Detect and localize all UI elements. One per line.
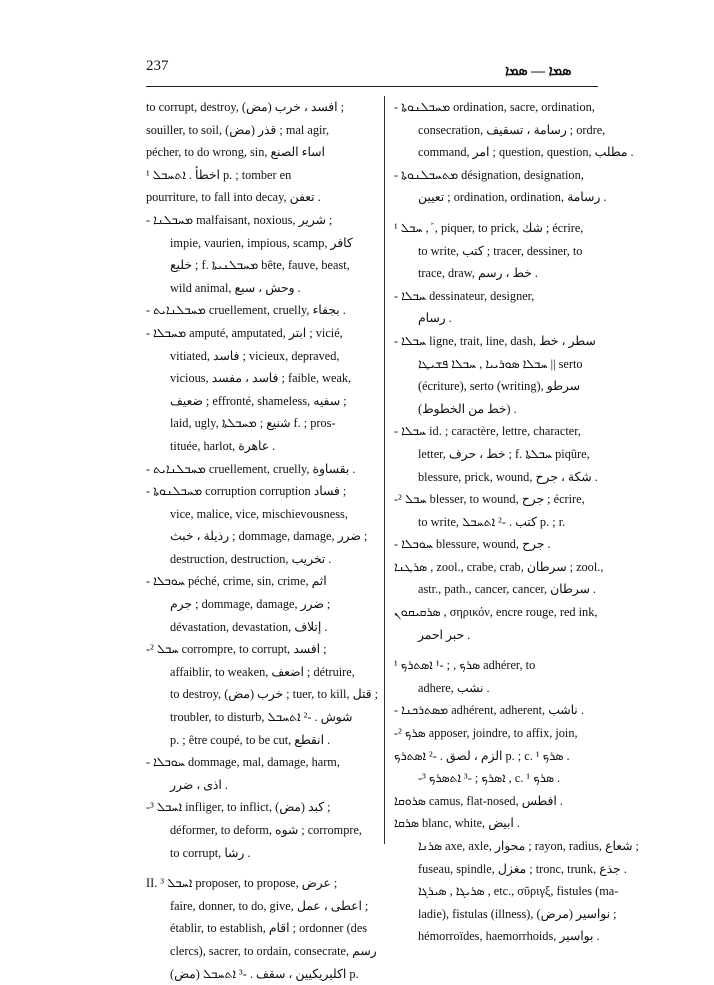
entry-line: - ܚܒܠܐ ligne, trait, line, dash, سطر ، خط [394, 333, 596, 348]
entry-line: ܣܪܝܓܐ , ܣܝܪܓܐ , etc., σῦριγξ, fistules (ma- [418, 884, 619, 899]
section-gap [394, 646, 600, 654]
entry-line: ܣܪܘܩܐ camus, flat-nosed, افطس . [394, 793, 563, 808]
entry-line: affaiblir, to weaken, اضعف ; détruire, [170, 664, 355, 679]
running-head: ܣܡܐ — ܣܡܐ [505, 64, 572, 79]
left-column [146, 96, 379, 985]
entry-line: to write, كتب . -² ܐܬܚܒܠ p. ; r. [418, 514, 566, 529]
entry-line: II. ³ ܐܚܒܠ proposer, to propose, عرض ; [146, 876, 338, 891]
entry-line: - ܡܣܬܪܟܢܐ adhérent, adherent, ناشب . [394, 703, 584, 718]
entry-line: -² ܚܒܠ blesser, to wound, جرح ; écrire, [394, 492, 585, 507]
entry-line: -² ܚܒܠ corrompre, to corrupt, افسد ; [146, 642, 327, 657]
entry-line: vitiated, فاسد ; vicieux, depraved, [170, 348, 340, 363]
entry-line: ܚܒܠܐ ܣܘܪܝܝܐ , ܚܒܠܐ ܦܫܝܛܐ || serto [418, 356, 583, 371]
entry-line: - ܚܒܠܐ id. ; caractère, lettre, character, [394, 424, 581, 439]
entry-line: vicious, فاسد ، مفسد ; faible, weak, [170, 371, 352, 386]
header-rule [146, 86, 598, 87]
entry-line: - ܚܒܠܐ dessinateur, designer, [394, 288, 535, 303]
entry-line: to write, كتب ; tracer, dessiner, to [418, 243, 583, 258]
entry-line: - ܡܚܒܠܢܘܬܐ ordination, sacre, ordination, [394, 100, 595, 114]
entry-line: - ܚܘܒܠܐ péché, crime, sin, crime, اثم [146, 574, 327, 589]
entry-line: اذى ، ضرر . [170, 777, 228, 792]
entry-line: déformer, to deform, شوه ; corrompre, [170, 823, 362, 837]
entry-line: -² ܣܪܟ apposer, joindre, to affix, join, [394, 726, 578, 741]
entry-line: pourriture, to fall into decay, تعفن . [146, 190, 321, 205]
entry-line: destruction, destruction, تخريب . [170, 551, 332, 566]
entry-line: (écriture), serto (writing), سرطو [418, 379, 580, 394]
entry-line: ¹ ܣܪܟ , ; -¹ ܐܣܬܪܟ adhérer, to [394, 658, 536, 673]
entry-line: dévastation, devastation, إتلاف . [170, 619, 328, 634]
entry-line: laid, ugly, شنيع ; ܡܚܒܠܬܐ f. ; pros- [170, 416, 336, 431]
entry-line: - ܡܬܚܒܠܢܘܬܐ désignation, designation, [394, 167, 584, 182]
entry-line: p. ; être coupé, to be cut, انقطع . [170, 732, 331, 747]
entry-line: (مض) اكليريكيين ، سقف . -³ ܐܬܚܒܠ p. [170, 966, 359, 981]
entry-line: ܣܪܢܐ axe, axle, محوار ; rayon, radius, شعاع ; [418, 839, 639, 853]
entry-line: impie, vaurien, impious, scamp, كافر [170, 235, 353, 250]
entry-line: -³ ܐܣܪܟ ; -³ ܐܬܣܪܟ , c. ¹ ܣܪܟ . [418, 771, 561, 786]
column-divider [384, 96, 385, 844]
entry-line: wild animal, وحش ، سبع . [170, 280, 301, 295]
entry-line: trace, draw, خط ، رسم . [418, 266, 538, 281]
entry-line: ¹ ܚܒܠ , ܰ , piquer, to prick, شك ; écrire, [394, 220, 584, 235]
entry-line: tituée, harlot, عاهرة . [170, 438, 276, 453]
entry-line: blessure, prick, wound, شكة ، جرح . [418, 469, 598, 484]
entry-line: letter, خط ، حرف ; f. ܚܒܠܬܐ piqûre, [418, 446, 590, 461]
entry-line: vice, malice, vice, mischievousness, [170, 506, 348, 521]
entry-line: تعيين ; ordination, ordination, رسامة . [418, 190, 607, 205]
entry-line: fuseau, spindle, مغزل ; tronc, trunk, جذع . [418, 861, 627, 876]
entry-line: - ܡܚܒܠܢܐܝܬ cruellement, cruelly, بجفاء . [146, 303, 346, 318]
entry-line: souiller, to soil, (مض) قذر ; mal agir, [146, 122, 330, 137]
entry-line: حبر احمر . [418, 627, 471, 642]
entry-line: اخطأ . ܐܬܚܒܠ ¹ p. ; tomber en [146, 167, 292, 182]
entry-line: الزم ، لصق . -² ܐܣܬܪܟ p. ; c. ¹ ܣܪܟ . [394, 748, 570, 763]
entry-line: troubler, to disturb, شوش . -² ܐܬܚܒܠ [170, 710, 353, 725]
entry-line: - ܡܚܒܠܢܐܝܬ cruellement, cruelly, بقساوة . [146, 461, 356, 476]
entry-line: - ܡܚܒܠܢܐ malfaisant, noxious, شرير ; [146, 212, 333, 227]
entry-line: ܣܪܛܢܐ , zool., crabe, crab, سرطان ; zool., [394, 559, 604, 574]
section-gap [394, 209, 600, 217]
entry-line: astr., path., cancer, cancer, سرطان . [418, 582, 596, 597]
entry-line: to corrupt, destroy, (مض) افسد ، خرب ; [146, 100, 345, 114]
entry-line: consecration, رسامة ، تسقيف ; ordre, [418, 122, 606, 137]
entry-line: (خط من الخطوط) . [418, 401, 517, 416]
entry-line: command, امر ; question, question, مطلب . [418, 145, 634, 160]
entry-line: رذيلة ، خبث ; dommage, damage, ضرر ; [170, 529, 368, 544]
entry-line: رسام . [418, 311, 452, 326]
entry-line: ܣܪܩܝܩܘܢ , σηρικόν, encre rouge, red ink, [394, 605, 598, 620]
entry-line: hémorroïdes, haemorrhoids, بواسير . [418, 929, 600, 944]
entry-line: adhere, نشب . [418, 680, 490, 695]
entry-line: to corrupt, رشا . [170, 845, 251, 860]
entry-line: - ܚܘܒܠܐ blessure, wound, جرح . [394, 537, 551, 552]
right-column [394, 96, 639, 948]
section-gap [146, 864, 374, 872]
entry-line: établir, to establish, اقام ; ordonner (des [170, 921, 368, 936]
entry-line: faire, donner, to do, give, اعطى ، عمل ; [170, 898, 369, 913]
entry-line: pécher, to do wrong, sin, اساء الصنع [146, 145, 325, 160]
entry-line: -³ ܐܚܒܠ infliger, to inflict, (مض) كبد ; [146, 800, 331, 815]
entry-line: خليع ; f. ܡܚܒܠܢܝܬܐ bête, fauve, beast, [170, 258, 350, 273]
page-number: 237 [146, 58, 169, 74]
entry-line: جرم ; dommage, damage, ضرر ; [170, 597, 331, 612]
entry-line: ladie), fistulas (illness), (مرض) نواسير ; [418, 906, 617, 921]
entry-line: - ܚܘܒܠܐ dommage, mal, damage, harm, [146, 755, 340, 770]
entry-line: ضعيف ; effronté, shameless, سفيه ; [170, 393, 347, 408]
entry-line: to destroy, (مض) خرب ; tuer, to kill, قتل ; [170, 687, 379, 702]
entry-line: - ܡܚܒܠܢܘܬܐ corruption corruption فساد ; [146, 484, 347, 499]
entry-line: clercs), sacrer, to ordain, consecrate, رسم [170, 943, 377, 958]
entry-line: - ܡܚܒܠܐ amputé, amputated, ابتر ; vicié, [146, 325, 343, 340]
entry-line: ܣܪܩܐ blanc, white, ابيض . [394, 816, 520, 831]
